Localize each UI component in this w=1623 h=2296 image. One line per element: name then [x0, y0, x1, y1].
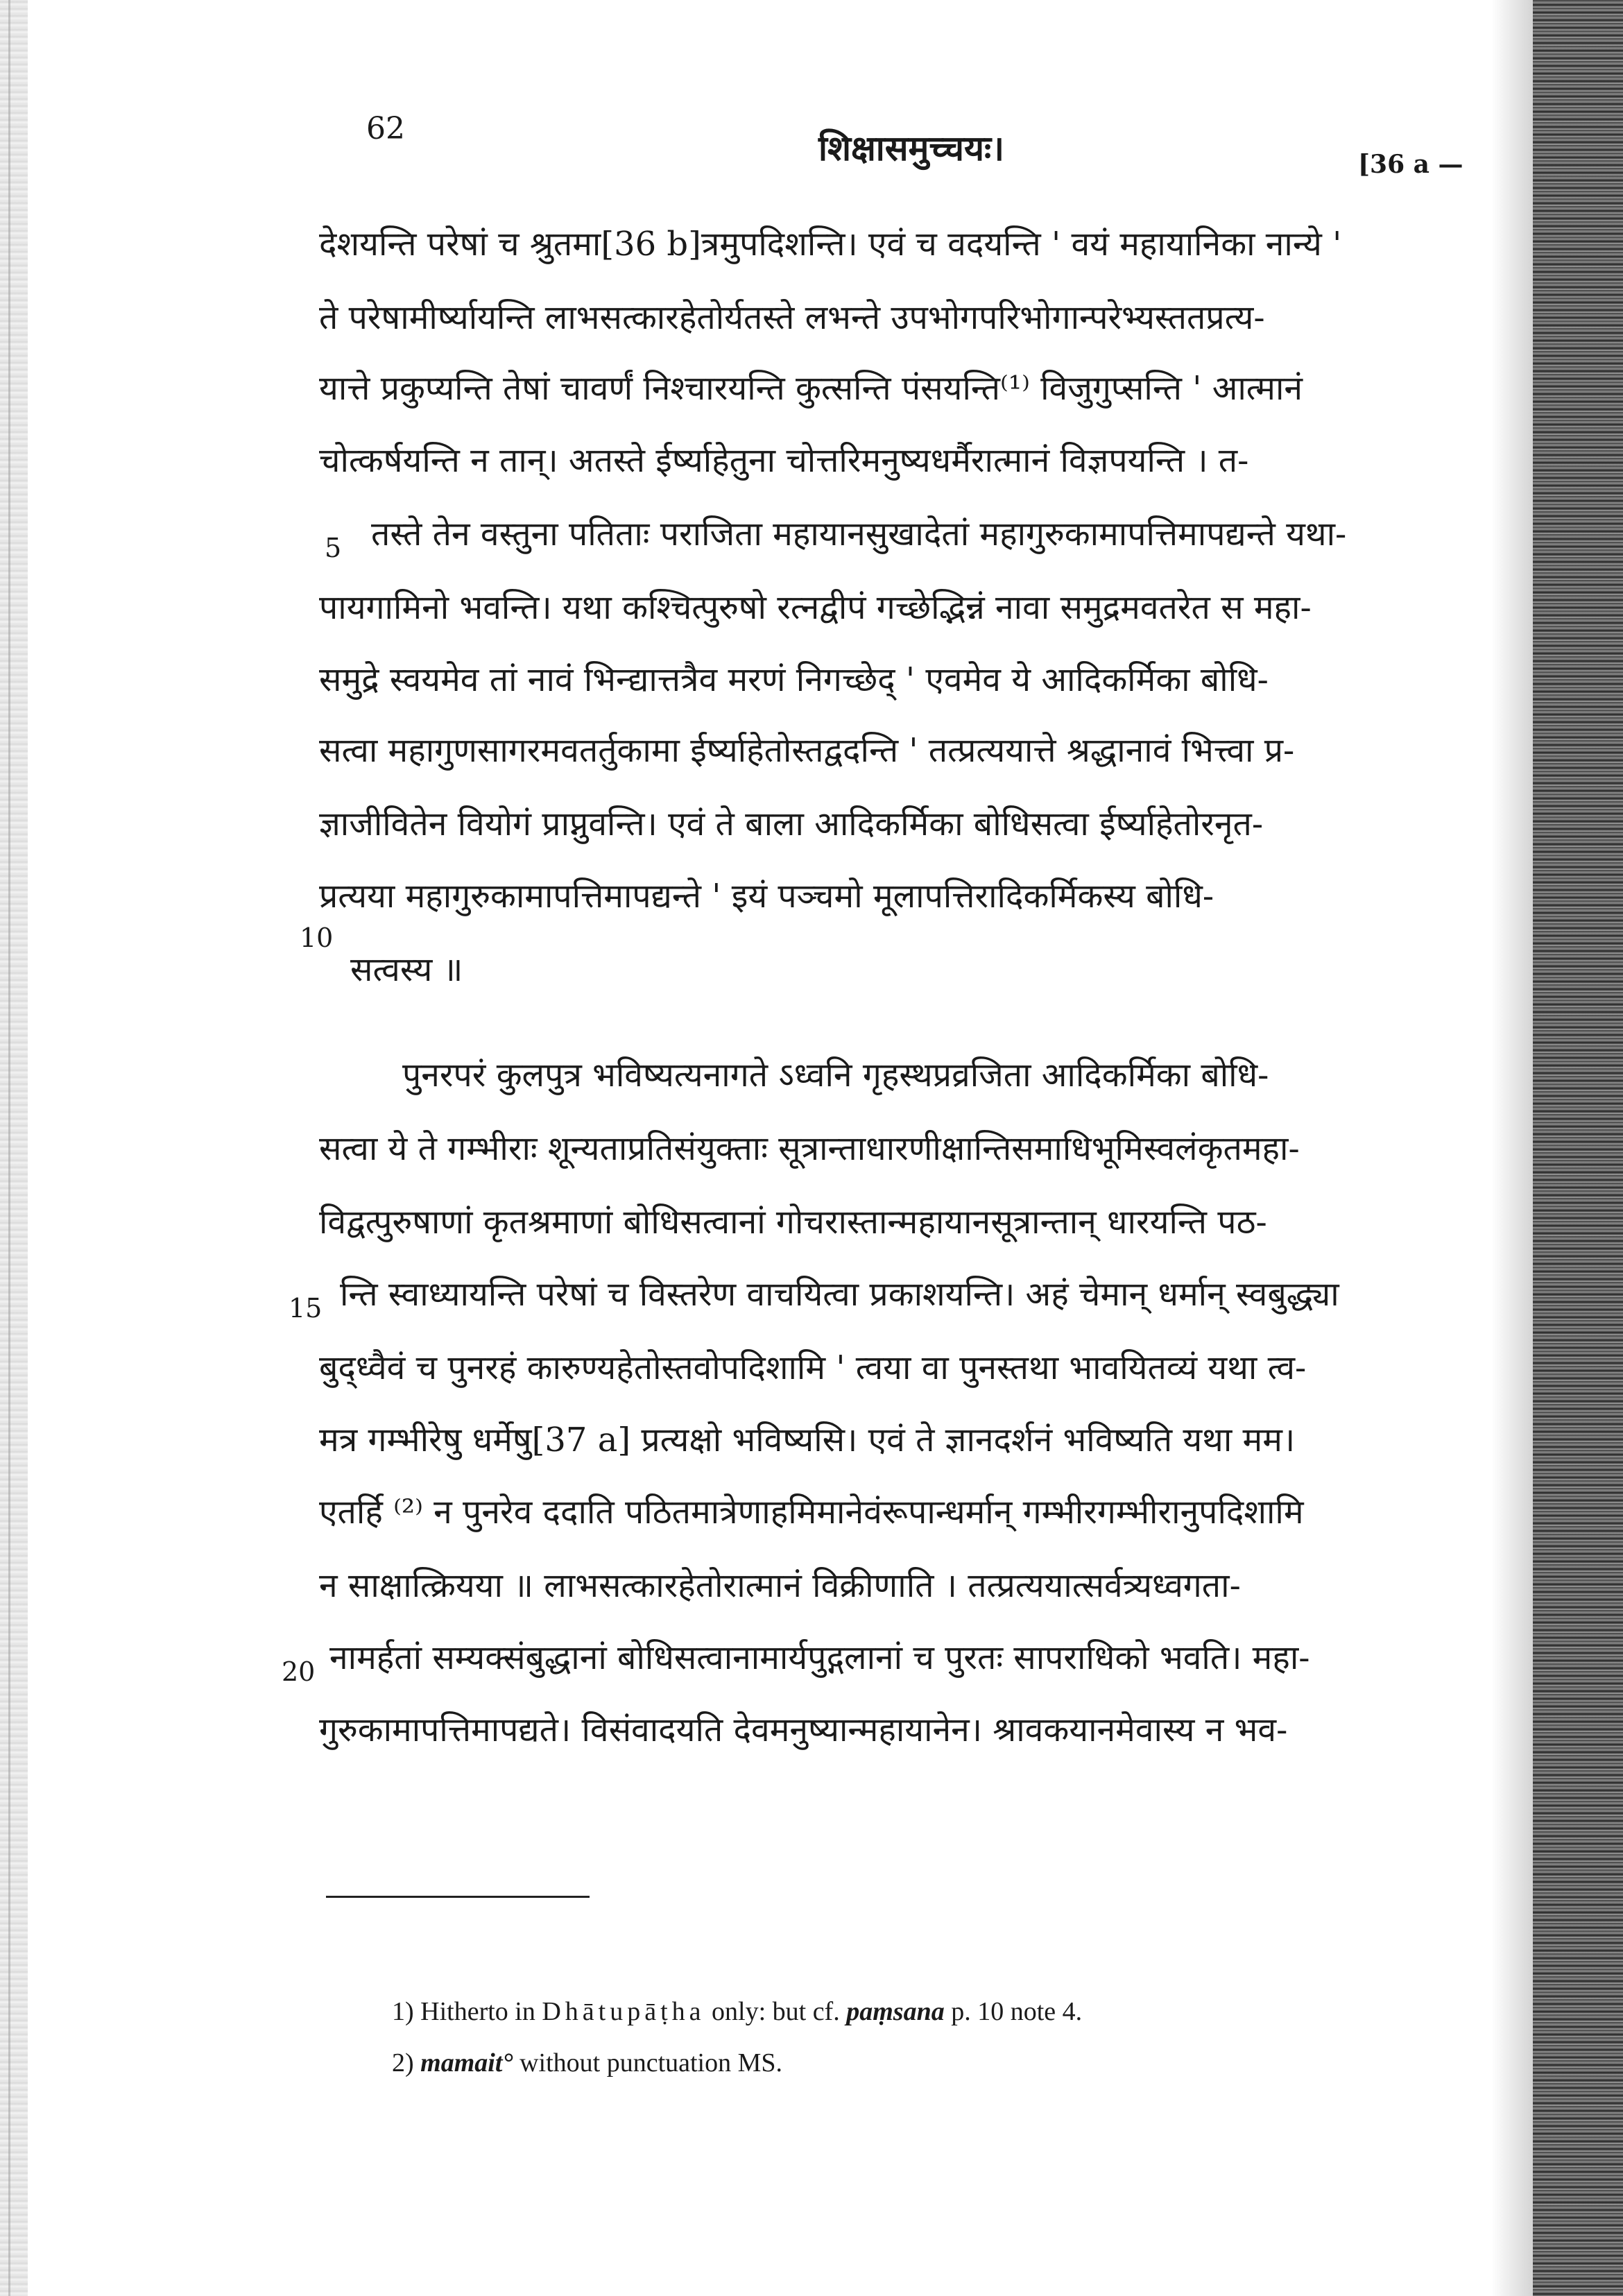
line-number: 10: [300, 923, 334, 953]
text-line: यात्ते प्रकुप्यन्ति तेषां चावर्णं निश्चारयन्ति कुत्सन्ति पंसयन्ति⁽¹⁾ विजुगुप्सन्ति ' आत्मानं: [319, 369, 1303, 408]
text-line: विद्वत्पुरुषाणां कृतश्रमाणां बोधिसत्वानां गोचरास्तान्महायानसूत्रान्तान् धारयन्ति पठ-: [319, 1203, 1267, 1242]
footnote-2: [392, 2048, 782, 2078]
footnote-text: p. 10 note 4.: [951, 1997, 1083, 2026]
scan-edge-left: [0, 0, 28, 2296]
footnote-text: without punctuation MS.: [519, 2048, 783, 2077]
text-line: पायगामिनो भवन्ति। यथा कश्चित्पुरुषो रत्नद्वीपं गच्छेद्भिन्नं नावा समुद्रमवतरेत स महा-: [319, 588, 1312, 627]
text-line: चोत्कर्षयन्ति न तान्। अतस्ते ईर्ष्याहेतुना चोत्तरिमनुष्यधर्मैरात्मानं विज्ञपयन्ति । त-: [319, 441, 1249, 480]
text-line: नामर्हतां सम्यक्संबुद्धानां बोधिसत्वानामार्यपुद्गलानां च पुरतः सापराधिको भवति। महा-: [329, 1638, 1310, 1677]
text-line: देशयन्ति परेषां च श्रुतमा[36 b]त्रमुपदिशन्ति। एवं च वदयन्ति ' वयं महायानिका नान्ये ': [319, 225, 1342, 264]
text-line: एतर्हि ⁽²⁾ न पुनरेव ददाति पठितमात्रेणाहमिमानेवंरूपान्धर्मान् गम्भीरगम्भीरानुपदिशामि: [319, 1493, 1304, 1532]
text-line: बुद्ध्वैवं च पुनरहं कारुण्यहेतोस्तवोपदिशामि ' त्वया वा पुनस्तथा भावयितव्यं यथा त्व-: [319, 1348, 1307, 1387]
paragraph-start: पुनरपरं कुलपुत्र भविष्यत्यनागते ऽध्वनि गृहस्थप्रव्रजिता आदिकर्मिका बोधि-: [402, 1056, 1269, 1095]
folio-reference: [36 a —: [1358, 150, 1463, 179]
text-line: न साक्षात्क्रियया ॥ लाभसत्कारहेतोरात्मानं विक्रीणाति । तत्प्रत्ययात्सर्वत्र्यध्वगता-: [319, 1566, 1241, 1605]
text-line: न्ति स्वाध्यायन्ति परेषां च विस्तरेण वाचयित्वा प्रकाशयन्ति। अहं चेमान् धर्मान् स्वबुद्ध्या: [340, 1275, 1339, 1314]
line-number: 5: [325, 533, 342, 563]
text-line: गुरुकामापत्तिमापद्यते। विसंवादयति देवमनुष्यान्महायानेन। श्रावकयानमेवास्य न भव-: [319, 1711, 1288, 1749]
footnote-italic-term: mamait°: [420, 2048, 513, 2077]
footnote-marker: 2): [392, 2048, 414, 2077]
text-line: मत्र गम्भीरेषु धर्मेषु[37 a] प्रत्यक्षो भविष्यसि। एवं ते ज्ञानदर्शनं भविष्यति यथा मम।: [319, 1421, 1296, 1459]
footnote-text: Hitherto in: [420, 1997, 535, 2026]
text-line: सत्वा महागुणसागरमवतर्तुकामा ईर्ष्याहेतोस्तद्वदन्ति ' तत्प्रत्ययात्ते श्रद्धानावं भित्त्वा प्र-: [319, 731, 1295, 770]
text-line: सत्वा ये ते गम्भीराः शून्यताप्रतिसंयुक्ताः सूत्रान्ताधारणीक्षान्तिसमाधिभूमिस्वलंकृतमहा-: [319, 1129, 1300, 1168]
footnote-1: [392, 1996, 1082, 2027]
scan-edge-right-fade: [1491, 0, 1533, 2296]
running-title: शिक्षासमुच्चयः।: [818, 128, 1005, 169]
line-number: 20: [282, 1656, 316, 1687]
scan-edge-left-line: [8, 0, 10, 2296]
footnote-text: only: but cf.: [712, 1997, 840, 2026]
footnote-separator: [326, 1896, 590, 1898]
footnote-marker: 1): [392, 1997, 414, 2026]
text-line: तस्ते तेन वस्तुना पतिताः पराजिता महायानसुखादेतां महागुरुकामापत्तिमापद्यन्ते यथा-: [371, 515, 1347, 554]
page-number: 62: [366, 111, 405, 146]
text-line: ज्ञाजीवितेन वियोगं प्राप्नुवन्ति। एवं ते बाला आदिकर्मिका बोधिसत्वा ईर्ष्याहेतोरनृत-: [319, 805, 1264, 843]
line-number: 15: [289, 1293, 323, 1323]
scan-edge-right: [1533, 0, 1623, 2296]
footnote-italic-term: paṃsana: [846, 1997, 945, 2026]
text-line: ते परेषामीर्ष्यायन्ति लाभसत्कारहेतोर्यतस्ते लभन्ते उपभोगपरिभोगान्परेभ्यस्ततप्रत्य-: [319, 298, 1265, 337]
text-line: समुद्रे स्वयमेव तां नावं भिन्द्यात्तत्रैव मरणं निगच्छेद् ' एवमेव ये आदिकर्मिका बोधि-: [319, 660, 1269, 699]
text-line: सत्वस्य ॥: [350, 950, 463, 989]
footnote-term: Dhātupāṭha: [542, 1997, 705, 2026]
text-line: प्रत्यया महागुरुकामापत्तिमापद्यन्ते ' इयं पञ्चमो मूलापत्तिरादिकर्मिकस्य बोधि-: [319, 877, 1214, 916]
